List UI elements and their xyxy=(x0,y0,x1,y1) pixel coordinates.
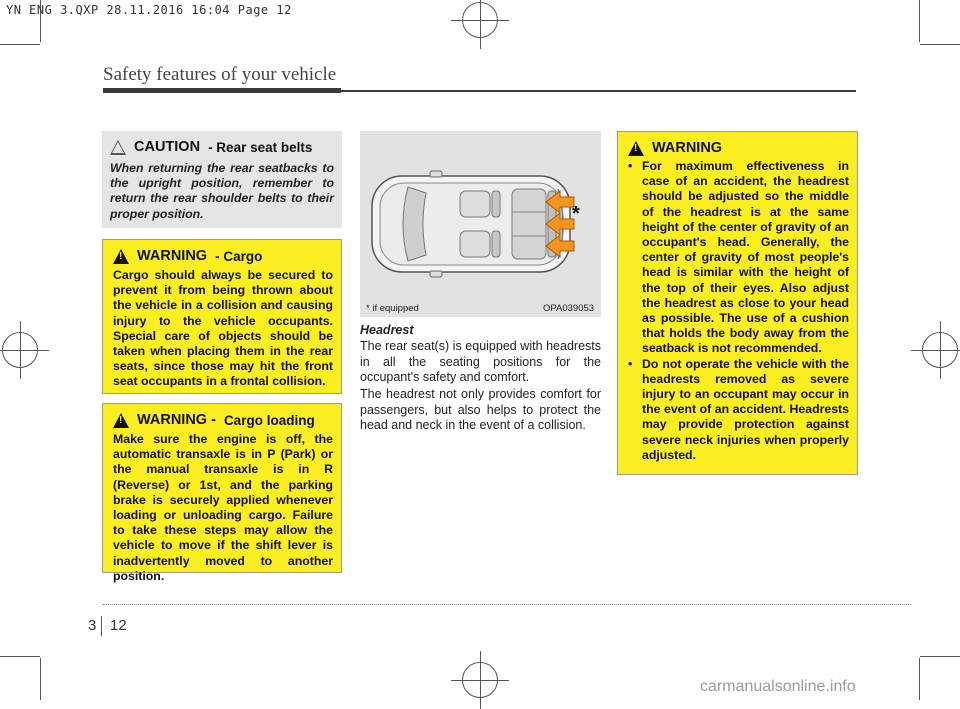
caution-triangle-icon xyxy=(110,140,126,155)
crop-mark xyxy=(920,44,960,45)
warning-headrest-header xyxy=(628,140,849,156)
list-item: • For maximum effectiveness in case of an accident, the headrest should be adjusted so the middle of the headrest is at the same height of the center of gravity of an occupant's head. Generally, the center of gravity of most people's head is similar with the height of the top of their eyes. Also adjust the headrest as close to your head as possible. The use of a cushion that holds the body away from the seatback is not recommended. xyxy=(628,159,849,357)
page-number-separator xyxy=(101,616,102,636)
registration-mark xyxy=(2,332,38,368)
warning-cargo-loading-box xyxy=(102,403,342,583)
registration-mark xyxy=(922,332,958,368)
warning-headrest-box xyxy=(617,131,858,475)
warning-headrest-title: WARNING xyxy=(652,140,723,156)
caution-header xyxy=(110,139,334,155)
crop-mark xyxy=(0,44,40,45)
warning-loading-title: WARNING - xyxy=(137,412,216,428)
watermark: carmanualsonline.info xyxy=(700,678,856,695)
warning-triangle-icon xyxy=(113,249,129,264)
car-seat-figure xyxy=(360,131,601,317)
warning-headrest-list xyxy=(628,159,849,463)
warning-triangle-icon xyxy=(628,141,644,156)
caution-title: CAUTION xyxy=(134,139,201,155)
caution-body: When returning the rear seatbacks to the upright position, remember to return the rear shoulder belts to their proper position. xyxy=(110,161,334,221)
registration-mark xyxy=(462,662,498,698)
warning-cargo-title: WARNING xyxy=(137,248,208,264)
warning-cargo-box xyxy=(102,239,342,394)
print-slug: YN ENG 3.QXP 28.11.2016 16:04 Page 12 xyxy=(6,3,292,17)
list-item: • Do not operate the vehicle with the headrests removed as severe injury to an occupant may occur in the event of an accident. Headrests may provide protection against severe neck injuries when properly adjusted. xyxy=(628,357,849,463)
headrest-arrow-icon xyxy=(546,191,574,257)
warning-cargo-subtitle: - Cargo xyxy=(215,248,263,264)
warning-cargo-header xyxy=(113,248,333,264)
crop-mark xyxy=(920,656,960,657)
chapter-number: 3 xyxy=(88,617,97,634)
crop-mark xyxy=(919,0,920,42)
caution-box xyxy=(102,131,342,228)
title-rule xyxy=(103,88,341,93)
registration-mark xyxy=(462,2,498,38)
warning-loading-subtitle: Cargo loading xyxy=(223,412,315,428)
crop-mark xyxy=(40,658,41,700)
figure-footnote: * if equipped xyxy=(366,303,419,314)
car-top-view-illustration xyxy=(360,131,601,317)
headrest-heading: Headrest xyxy=(360,323,414,337)
headrest-paragraph-1: The rear seat(s) is equipped with headrests in all the seating positions for the occupant's safety and comfort. xyxy=(360,339,601,384)
crop-mark xyxy=(0,656,40,657)
figure-asterisk: * xyxy=(572,203,580,225)
warning-triangle-icon xyxy=(113,413,129,428)
warning-cargo-body: Cargo should always be secured to prevent it from being thrown about the vehicle in a collision and causing injury to the vehicle occupants. Special care of objects should be taken when placing them in the rear seats, since those may hit the front seat occupants in a frontal collision. xyxy=(113,268,333,389)
caution-subtitle: - Rear seat belts xyxy=(208,139,313,155)
section-title: Safety features of your vehicle xyxy=(103,64,337,85)
warning-loading-body: Make sure the engine is off, the automatic transaxle is in P (Park) or the manual transaxle is in R (Reverse) or 1st, and the parking brake is securely applied whenever loading or unloading cargo. Failure to take these steps may allow the vehicle to move if the shift lever is inadvertently moved to another position. xyxy=(113,432,333,583)
warning-loading-header xyxy=(113,412,333,428)
figure-code: OPA039053 xyxy=(543,303,595,314)
crop-mark xyxy=(919,658,920,700)
footer-divider xyxy=(103,604,911,605)
title-rule-thin xyxy=(341,90,856,92)
page-number: 12 xyxy=(110,617,127,634)
headrest-paragraph-2: The headrest not only provides comfort for passengers, but also helps to protect the head and neck in the event of a collision. xyxy=(360,387,601,432)
